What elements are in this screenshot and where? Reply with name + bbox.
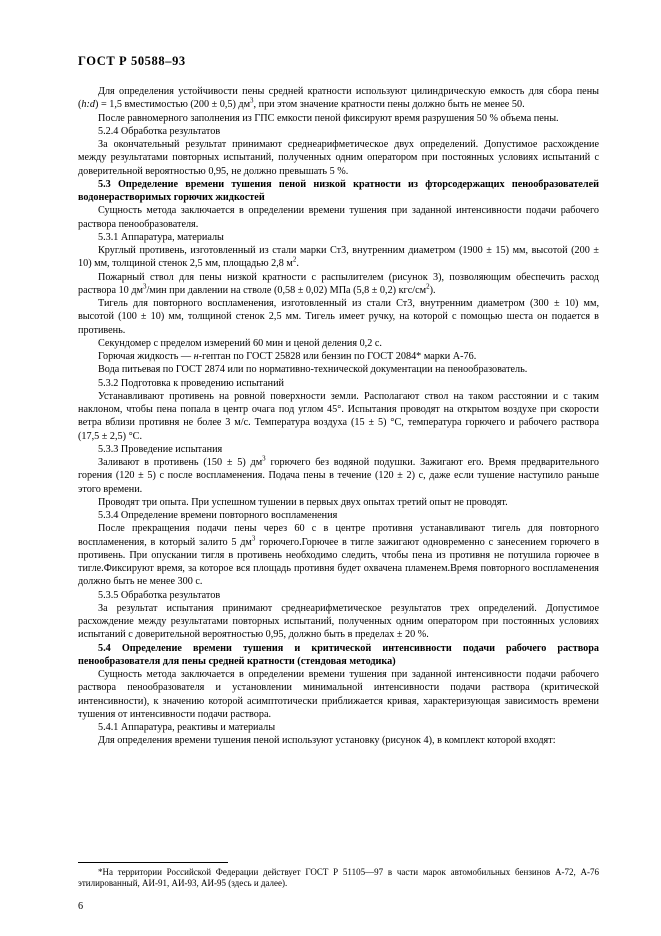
standard-header: ГОСТ Р 50588–93 — [78, 54, 186, 68]
paragraph-gps-fill: После равномерного заполнения из ГПС емкости пеной фиксируют время разрушения 50 % объема пены. — [98, 112, 559, 124]
section-5-3-1: 5.3.1 Аппаратура, материалы — [98, 231, 224, 243]
paragraph-stopwatch: Секундомер с пределом измерений 60 мин и ценой деления 0,2 с. — [98, 337, 382, 349]
paragraph-round-pan: Круглый противень, изготовленный из стали марки Ст3, внутренним диаметром (1900 ± 15) мм, высотой (200 ± 10) мм, толщиной стенок 2,5 мм, площадью 2,8 $м^2$. — [78, 245, 599, 270]
paragraph-final-result-avg: За окончательный результат принимают среднеарифметическое двух определений. Допустимое расхождение между результатами повторных испытаний, полученных одним оператором при постоянных условиях испытаний с доверительной вероятностью 0,95, не должно превышать 5 %. — [78, 139, 599, 177]
paragraph-test-run: Заливают в противень (150 ± 5) $дм^3$ горючего без водяной подушки. Зажигают его. Время предварительного горения (120 ± 5) с после воспламенения. Подача пены в течение (120 ± 2) с, даже если тушение наступило раньше этого времени. — [78, 454, 599, 495]
section-5-3-3: 5.3.3 Проведение испытания — [98, 443, 223, 455]
section-5-3-heading: 5.3 Определение времени тушения пеной низкой кратности из фторсодержащих пенообразователей водонерастворимых горючих жидкостей — [78, 178, 599, 203]
paragraph-three-tests: Проводят три опыта. При успешном тушении в первых двух опытах третий опыт не проводят. — [98, 496, 508, 508]
paragraph-water: Вода питьевая по ГОСТ 2874 или по нормативно-технической документации на пенообразователь. — [98, 364, 528, 376]
section-5-3-2: 5.3.2 Подготовка к проведению испытаний — [98, 377, 284, 389]
document-body — [78, 85, 599, 748]
footnote-block — [78, 862, 599, 890]
section-5-4-heading: 5.4 Определение времени тушения и критической интенсивности подачи рабочего раствора пенообразователя для пены средней кратности (стендовая методика) — [78, 642, 599, 667]
paragraph-fuel: Горючая жидкость — н-гептан по ГОСТ 25828 или бензин по ГОСТ 2084* марки А-76. — [98, 351, 477, 362]
paragraph-5-3-essence: Сущность метода заключается в определении времени тушения при заданной интенсивности подачи рабочего раствора пенообразователя. — [78, 205, 599, 230]
section-5-2-4: 5.2.4 Обработка результатов — [98, 125, 221, 137]
paragraph-cylinder-capacity: Для определения устойчивости пены средней кратности используют цилиндрическую емкость для сбора пены (h:d) = 1,5 вместимостью (200 ± 0,5) $дм^3$, при этом значение кратности пены должно быть не менее 50. — [78, 86, 599, 111]
footnote-divider — [78, 862, 228, 863]
paragraph-results-three: За результат испытания принимают среднеарифметическое результатов трех определений. Допустимое расхождение между результатами повторных испытаний, полученных одним оператором при постоянных условиях испытаний с доверительной вероятностью 0,95, должно быть в пределах ± 20 %. — [78, 602, 599, 641]
paragraph-reignition: После прекращения подачи пены через 60 с в центре противня устанавливают тигель для повторного воспламенения, в который залито 5 $дм^3$ горючего.Горючее в тигле зажигают одновременно с занесением горючего в противень. При опускании тигля в противень необходимо следить, чтобы пена из противня не потушила горючее в тигле.Фиксируют время, за которое вся площадь противня будет охвачена пламенем.Время повторного воспламенения должно быть не менее 300 с. — [78, 523, 600, 588]
paragraph-5-4-1-setup: Для определения времени тушения пеной используют установку (рисунок 4), в комплект которой входят: — [98, 735, 556, 747]
paragraph-crucible: Тигель для повторного воспламенения, изготовленный из стали Ст3, внутренним диаметром (300 ± 10) мм, высотой (100 ± 10) мм, толщиной стенок 2,5 мм. Тигель имеет ручку, на которой с помощью шеста он подается в противень. — [78, 298, 599, 336]
paragraph-fire-barrel: Пожарный ствол для пены низкой кратности с распылителем (рисунок 3), позволяющим обеспечить расход раствора 10 $дм^3$/мин при давлении на стволе (0,58 ± 0,02) МПа (5,8 ± 0,2) кгс/$см^2$). — [78, 271, 599, 296]
page-number: 6 — [78, 901, 84, 912]
section-5-3-5: 5.3.5 Обработка результатов — [98, 589, 221, 601]
section-5-3-4: 5.3.4 Определение времени повторного воспламенения — [98, 510, 338, 521]
paragraph-5-4-essence: Сущность метода заключается в определении времени тушения при заданной интенсивности подачи рабочего раствора пенообразователя и установлении минимальной интенсивности подачи раствора (критической интенсивности), к значению которой асимптотически приближается кривая, характеризующая зависимость времени тушения от интенсивности подачи раствора. — [78, 669, 599, 720]
paragraph-preparation: Устанавливают противень на ровной поверхности земли. Располагают ствол на таком расстоянии и с таким наклоном, чтобы пена попала в центр очага под углом 45°. Испытания проводят на открытом воздухе при скорости ветра вблизи противня не более 3 м/с. Температура воздуха (15 ± 5) °С, температура горючего и рабочего раствора (17,5 ± 2,5) °С. — [78, 390, 599, 442]
section-5-4-1: 5.4.1 Аппаратура, реактивы и материалы — [98, 722, 276, 733]
footnote-text: *На территории Российской Федерации действует ГОСТ Р 51105—97 в части марок автомобильных бензинов А-72, А-76 этилированный, АИ-91, АИ-93, АИ-95 (здесь и далее). — [78, 866, 599, 889]
